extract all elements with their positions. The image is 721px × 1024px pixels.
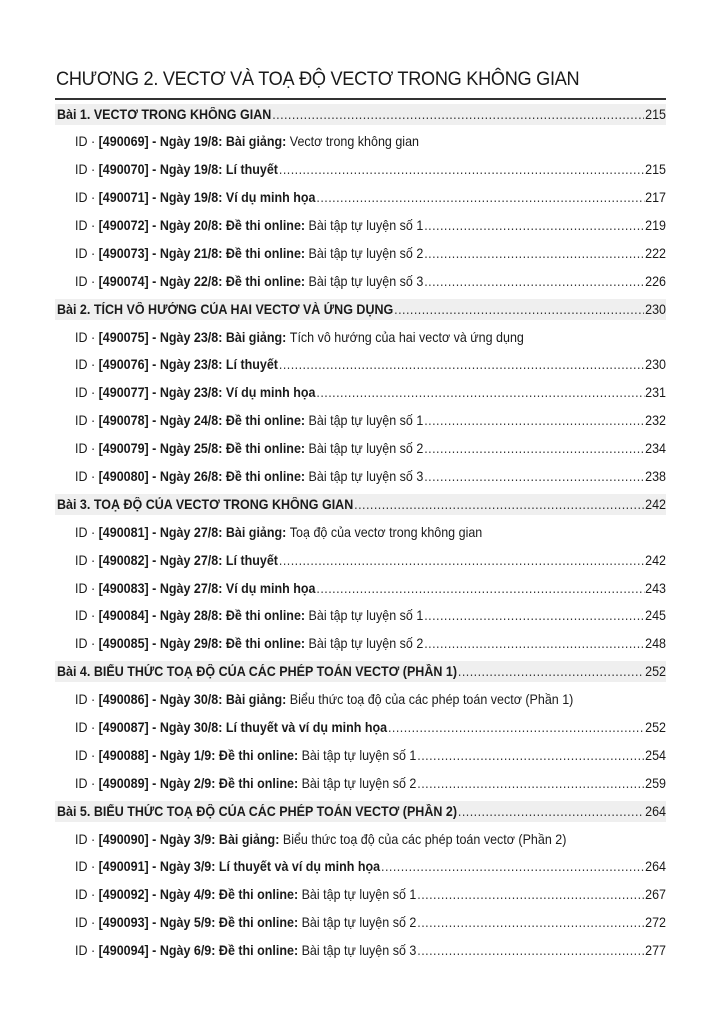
page-number: 245 bbox=[645, 608, 667, 624]
section-title: Bài 2. TÍCH VÔ HƯỚNG CỦA HAI VECTƠ VÀ ỨNG DỤNG bbox=[57, 301, 394, 317]
toc-item-content bbox=[75, 357, 666, 372]
item-label: Lí thuyết bbox=[225, 552, 278, 568]
toc-item-content bbox=[75, 720, 666, 735]
item-id: [490073] bbox=[98, 245, 149, 261]
dot-leader bbox=[424, 246, 644, 261]
item-text: Biểu thức toạ độ của các phép toán vectơ (Phần 2) bbox=[282, 831, 567, 847]
item-id: [490090] bbox=[98, 831, 149, 847]
toc-item-row[interactable] bbox=[55, 128, 666, 156]
dot-leader bbox=[388, 720, 644, 735]
item-label: Lí thuyết bbox=[225, 162, 278, 178]
item-text: Bài tập tự luyện số 1 bbox=[301, 747, 417, 763]
page-number: 234 bbox=[645, 441, 667, 457]
page-number: 264 bbox=[645, 803, 667, 819]
item-date: - Ngày 20/8: bbox=[152, 218, 223, 233]
toc-item-row[interactable] bbox=[55, 435, 666, 463]
dot-leader bbox=[279, 553, 644, 568]
id-prefix: ID · bbox=[75, 887, 96, 903]
dot-leader bbox=[458, 804, 644, 819]
item-id: [490089] bbox=[98, 775, 149, 791]
item-id: [490080] bbox=[98, 469, 149, 485]
item-text: Bài tập tự luyện số 2 bbox=[308, 245, 424, 261]
page-number: 226 bbox=[645, 273, 667, 289]
toc-item-content bbox=[75, 748, 666, 763]
item-id: [490076] bbox=[98, 357, 149, 373]
item-id: [490070] bbox=[98, 162, 149, 178]
item-label: Đề thi online: bbox=[225, 636, 306, 652]
item-id: [490094] bbox=[98, 943, 149, 959]
id-prefix: ID · bbox=[75, 329, 96, 345]
page-number: 254 bbox=[645, 747, 667, 763]
dot-leader bbox=[354, 497, 644, 512]
id-prefix: ID · bbox=[75, 190, 96, 206]
page-number: 277 bbox=[645, 943, 667, 959]
toc-section-row[interactable] bbox=[55, 299, 666, 320]
toc-item-row[interactable] bbox=[55, 212, 666, 240]
page-number: 231 bbox=[645, 385, 667, 401]
item-id: [490075] bbox=[98, 329, 149, 345]
dot-leader bbox=[417, 915, 644, 930]
item-date: - Ngày 24/8: bbox=[152, 413, 223, 429]
item-label: Bài giảng: bbox=[225, 692, 287, 708]
item-date: - Ngày 28/8: bbox=[152, 608, 223, 624]
item-date: - Ngày 27/8: bbox=[152, 580, 223, 596]
item-text: Bài tập tự luyện số 2 bbox=[308, 441, 424, 457]
toc-item-content bbox=[75, 776, 666, 791]
dot-leader bbox=[424, 636, 644, 651]
item-label: Đề thi online: bbox=[225, 273, 306, 289]
id-prefix: ID · bbox=[75, 915, 96, 931]
item-id: [490082] bbox=[98, 552, 149, 568]
toc-item-row[interactable] bbox=[55, 323, 666, 351]
dot-leader bbox=[458, 664, 644, 679]
toc-item-row[interactable] bbox=[55, 239, 666, 267]
toc-item-content bbox=[75, 859, 666, 874]
page-number: 219 bbox=[645, 218, 667, 233]
page-number: 238 bbox=[645, 469, 667, 485]
dot-leader bbox=[417, 887, 644, 902]
item-label: Đề thi online: bbox=[218, 747, 299, 763]
item-label: Lí thuyết bbox=[225, 357, 278, 373]
toc-item-row[interactable] bbox=[55, 267, 666, 295]
toc-section-content bbox=[57, 107, 666, 122]
item-text: Bài tập tự luyện số 2 bbox=[301, 775, 417, 791]
toc-item-row[interactable] bbox=[55, 351, 666, 379]
item-label: Lí thuyết và ví dụ minh họa bbox=[225, 720, 388, 736]
toc-item-row[interactable] bbox=[55, 909, 666, 937]
item-text: Bài tập tự luyện số 1 bbox=[301, 887, 417, 903]
item-date: - Ngày 26/8: bbox=[152, 469, 223, 485]
toc-item-content bbox=[75, 887, 666, 902]
item-label: Bài giảng: bbox=[225, 134, 287, 150]
item-label: Đề thi online: bbox=[225, 441, 306, 457]
item-text: Tích vô hướng của hai vectơ và ứng dụng bbox=[289, 329, 524, 345]
page-number: 259 bbox=[645, 775, 667, 791]
dot-leader bbox=[424, 274, 644, 289]
id-prefix: ID · bbox=[75, 469, 96, 485]
page-number: 230 bbox=[645, 301, 667, 317]
dot-leader bbox=[424, 413, 644, 428]
page-number: 248 bbox=[645, 636, 667, 652]
item-label: Đề thi online: bbox=[218, 915, 299, 931]
item-date: - Ngày 27/8: bbox=[152, 552, 223, 568]
item-date: - Ngày 29/8: bbox=[152, 636, 223, 652]
item-text: Toạ độ của vectơ trong không gian bbox=[289, 524, 483, 540]
item-label: Ví dụ minh họa bbox=[225, 580, 316, 596]
item-date: - Ngày 3/9: bbox=[152, 831, 216, 847]
dot-leader bbox=[424, 469, 644, 484]
item-id: [490085] bbox=[98, 636, 149, 652]
item-date: - Ngày 23/8: bbox=[152, 385, 223, 401]
item-date: - Ngày 3/9: bbox=[152, 859, 216, 875]
toc-item-row[interactable] bbox=[55, 937, 666, 965]
dot-leader bbox=[272, 107, 644, 122]
item-date: - Ngày 30/8: bbox=[152, 692, 223, 708]
toc-item-content bbox=[75, 413, 666, 428]
item-date: - Ngày 19/8: bbox=[152, 190, 223, 206]
item-date: - Ngày 6/9: bbox=[152, 943, 216, 959]
id-prefix: ID · bbox=[75, 636, 96, 652]
item-id: [490087] bbox=[98, 720, 149, 736]
id-prefix: ID · bbox=[75, 608, 96, 624]
dot-leader bbox=[279, 162, 644, 177]
toc-section-row[interactable] bbox=[55, 801, 666, 822]
toc-item-row[interactable] bbox=[55, 853, 666, 881]
toc-item-content bbox=[75, 441, 666, 456]
id-prefix: ID · bbox=[75, 747, 96, 763]
toc-item-row[interactable] bbox=[55, 379, 666, 407]
id-prefix: ID · bbox=[75, 413, 96, 429]
dot-leader bbox=[279, 357, 644, 372]
dot-leader bbox=[394, 302, 644, 317]
section-title: Bài 3. TOẠ ĐỘ CỦA VECTƠ TRONG KHÔNG GIAN bbox=[57, 496, 354, 512]
page-number: 215 bbox=[645, 162, 667, 178]
toc-item-row[interactable] bbox=[55, 574, 666, 602]
item-label: Đề thi online: bbox=[225, 608, 306, 624]
page-number: 242 bbox=[645, 496, 667, 512]
toc-item-content bbox=[75, 636, 666, 651]
toc-item-row[interactable] bbox=[55, 518, 666, 546]
dot-leader bbox=[316, 385, 644, 400]
item-id: [490077] bbox=[98, 385, 149, 401]
item-text: Biểu thức toạ độ của các phép toán vectơ (Phần 1) bbox=[289, 692, 574, 708]
item-id: [490079] bbox=[98, 441, 149, 457]
toc-item-content bbox=[75, 134, 619, 149]
dot-leader bbox=[316, 190, 644, 205]
item-id: [490091] bbox=[98, 859, 149, 875]
item-text: Bài tập tự luyện số 1 bbox=[308, 218, 424, 233]
toc-item-content bbox=[75, 469, 666, 484]
item-date: - Ngày 27/8: bbox=[152, 524, 223, 540]
toc-item-content bbox=[75, 832, 619, 847]
item-id: [490083] bbox=[98, 580, 149, 596]
item-id: [490071] bbox=[98, 190, 149, 206]
toc-section-content bbox=[57, 302, 666, 317]
item-date: - Ngày 2/9: bbox=[152, 775, 216, 791]
dot-leader bbox=[417, 943, 644, 958]
item-label: Lí thuyết và ví dụ minh họa bbox=[218, 859, 381, 875]
toc-section-row[interactable] bbox=[55, 661, 666, 682]
item-text: Bài tập tự luyện số 3 bbox=[308, 469, 424, 485]
item-date: - Ngày 21/8: bbox=[152, 245, 223, 261]
toc-item-row[interactable] bbox=[55, 184, 666, 212]
toc-item-row[interactable] bbox=[55, 769, 666, 797]
toc-item-row[interactable] bbox=[55, 546, 666, 574]
item-date: - Ngày 25/8: bbox=[152, 441, 223, 457]
page-number: 252 bbox=[645, 720, 667, 736]
toc-section-content bbox=[57, 804, 666, 819]
toc-section-content bbox=[57, 664, 666, 679]
toc-item-row[interactable] bbox=[55, 686, 666, 714]
toc-item-row[interactable] bbox=[55, 602, 666, 630]
dot-leader bbox=[424, 608, 644, 623]
item-id: [490069] bbox=[98, 134, 149, 150]
item-date: - Ngày 1/9: bbox=[152, 747, 216, 763]
item-label: Đề thi online: bbox=[225, 413, 306, 429]
id-prefix: ID · bbox=[75, 943, 96, 959]
item-label: Đề thi online: bbox=[225, 245, 306, 261]
page-number: 222 bbox=[645, 245, 667, 261]
id-prefix: ID · bbox=[75, 775, 96, 791]
item-text: Bài tập tự luyện số 2 bbox=[308, 636, 424, 652]
toc-item-content bbox=[75, 608, 666, 623]
item-text: Bài tập tự luyện số 2 bbox=[301, 915, 417, 931]
page-number: 267 bbox=[645, 887, 667, 903]
page-number: 243 bbox=[645, 580, 667, 596]
item-date: - Ngày 22/8: bbox=[152, 273, 223, 289]
id-prefix: ID · bbox=[75, 720, 96, 736]
item-date: - Ngày 5/9: bbox=[152, 915, 216, 931]
toc-item-content bbox=[75, 943, 666, 958]
toc-item-content bbox=[75, 581, 666, 596]
id-prefix: ID · bbox=[75, 273, 96, 289]
page-number: 264 bbox=[645, 859, 667, 875]
item-label: Đề thi online: bbox=[225, 469, 306, 485]
toc-item-row[interactable] bbox=[55, 741, 666, 769]
section-title: Bài 1. VECTƠ TRONG KHÔNG GIAN bbox=[57, 106, 272, 122]
dot-leader bbox=[316, 581, 644, 596]
page-number: 215 bbox=[645, 106, 667, 122]
toc-item-content bbox=[75, 330, 619, 345]
item-id: [490088] bbox=[98, 747, 149, 763]
item-label: Bài giảng: bbox=[218, 831, 280, 847]
id-prefix: ID · bbox=[75, 162, 96, 178]
dot-leader bbox=[417, 776, 644, 791]
toc-item-row[interactable] bbox=[55, 881, 666, 909]
page-number: 230 bbox=[645, 357, 667, 373]
table-of-contents bbox=[55, 100, 666, 965]
id-prefix: ID · bbox=[75, 552, 96, 568]
toc-item-row[interactable] bbox=[55, 714, 666, 742]
id-prefix: ID · bbox=[75, 245, 96, 261]
item-id: [490081] bbox=[98, 524, 149, 540]
toc-item-content bbox=[75, 692, 619, 707]
id-prefix: ID · bbox=[75, 385, 96, 401]
item-date: - Ngày 30/8: bbox=[152, 720, 223, 736]
item-text: Bài tập tự luyện số 3 bbox=[308, 273, 424, 289]
item-label: Ví dụ minh họa bbox=[225, 190, 316, 206]
item-id: [490093] bbox=[98, 915, 149, 931]
id-prefix: ID · bbox=[75, 218, 96, 233]
page-number: 272 bbox=[645, 915, 667, 931]
id-prefix: ID · bbox=[75, 580, 96, 596]
item-label: Đề thi online: bbox=[218, 887, 299, 903]
item-date: - Ngày 4/9: bbox=[152, 887, 216, 903]
toc-item-row[interactable] bbox=[55, 463, 666, 491]
toc-item-content bbox=[75, 553, 666, 568]
toc-item-content bbox=[75, 915, 666, 930]
page-number: 242 bbox=[645, 552, 667, 568]
chapter-title: CHƯƠNG 2. VECTƠ VÀ TOẠ ĐỘ VECTƠ TRONG KHÔNG GIAN bbox=[56, 68, 580, 90]
page-number: 217 bbox=[645, 190, 667, 206]
item-text: Vectơ trong không gian bbox=[289, 134, 419, 150]
section-title: Bài 4. BIỂU THỨC TOẠ ĐỘ CỦA CÁC PHÉP TOÁN VECTƠ (PHẦN 1) bbox=[57, 664, 457, 680]
item-date: - Ngày 23/8: bbox=[152, 357, 223, 373]
item-label: Bài giảng: bbox=[225, 329, 287, 345]
toc-item-row[interactable] bbox=[55, 156, 666, 184]
item-label: Đề thi online: bbox=[218, 775, 299, 791]
item-label: Bài giảng: bbox=[225, 524, 287, 540]
dot-leader bbox=[381, 859, 644, 874]
item-date: - Ngày 19/8: bbox=[152, 134, 223, 150]
item-text: Bài tập tự luyện số 1 bbox=[308, 608, 424, 624]
toc-item-content bbox=[75, 218, 666, 233]
id-prefix: ID · bbox=[75, 357, 96, 373]
id-prefix: ID · bbox=[75, 692, 96, 708]
item-id: [490078] bbox=[98, 413, 149, 429]
toc-item-row[interactable] bbox=[55, 407, 666, 435]
toc-item-row[interactable] bbox=[55, 825, 666, 853]
item-id: [490072] bbox=[98, 218, 149, 233]
item-label: Đề thi online: bbox=[225, 218, 306, 233]
dot-leader bbox=[417, 748, 644, 763]
toc-item-row[interactable] bbox=[55, 630, 666, 658]
id-prefix: ID · bbox=[75, 859, 96, 875]
toc-item-content bbox=[75, 162, 666, 177]
toc-section-row[interactable] bbox=[55, 104, 666, 125]
item-date: - Ngày 23/8: bbox=[152, 329, 223, 345]
item-id: [490074] bbox=[98, 273, 149, 289]
id-prefix: ID · bbox=[75, 134, 96, 150]
item-label: Đề thi online: bbox=[218, 943, 299, 959]
item-text: Bài tập tự luyện số 1 bbox=[308, 413, 424, 429]
toc-section-content bbox=[57, 497, 666, 512]
item-id: [490086] bbox=[98, 692, 149, 708]
id-prefix: ID · bbox=[75, 441, 96, 457]
toc-item-content bbox=[75, 274, 666, 289]
toc-item-content bbox=[75, 385, 666, 400]
dot-leader bbox=[424, 218, 644, 233]
item-date: - Ngày 19/8: bbox=[152, 162, 223, 178]
page-number: 232 bbox=[645, 413, 667, 429]
toc-item-content bbox=[75, 190, 666, 205]
toc-item-content bbox=[75, 246, 666, 261]
toc-section-row[interactable] bbox=[55, 494, 666, 515]
page-number: 252 bbox=[645, 664, 667, 680]
item-id: [490084] bbox=[98, 608, 149, 624]
item-text: Bài tập tự luyện số 3 bbox=[301, 943, 417, 959]
section-title: Bài 5. BIỂU THỨC TOẠ ĐỘ CỦA CÁC PHÉP TOÁN VECTƠ (PHẦN 2) bbox=[57, 803, 457, 819]
item-label: Ví dụ minh họa bbox=[225, 385, 316, 401]
dot-leader bbox=[424, 441, 644, 456]
id-prefix: ID · bbox=[75, 831, 96, 847]
toc-item-content bbox=[75, 525, 619, 540]
item-id: [490092] bbox=[98, 887, 149, 903]
id-prefix: ID · bbox=[75, 524, 96, 540]
